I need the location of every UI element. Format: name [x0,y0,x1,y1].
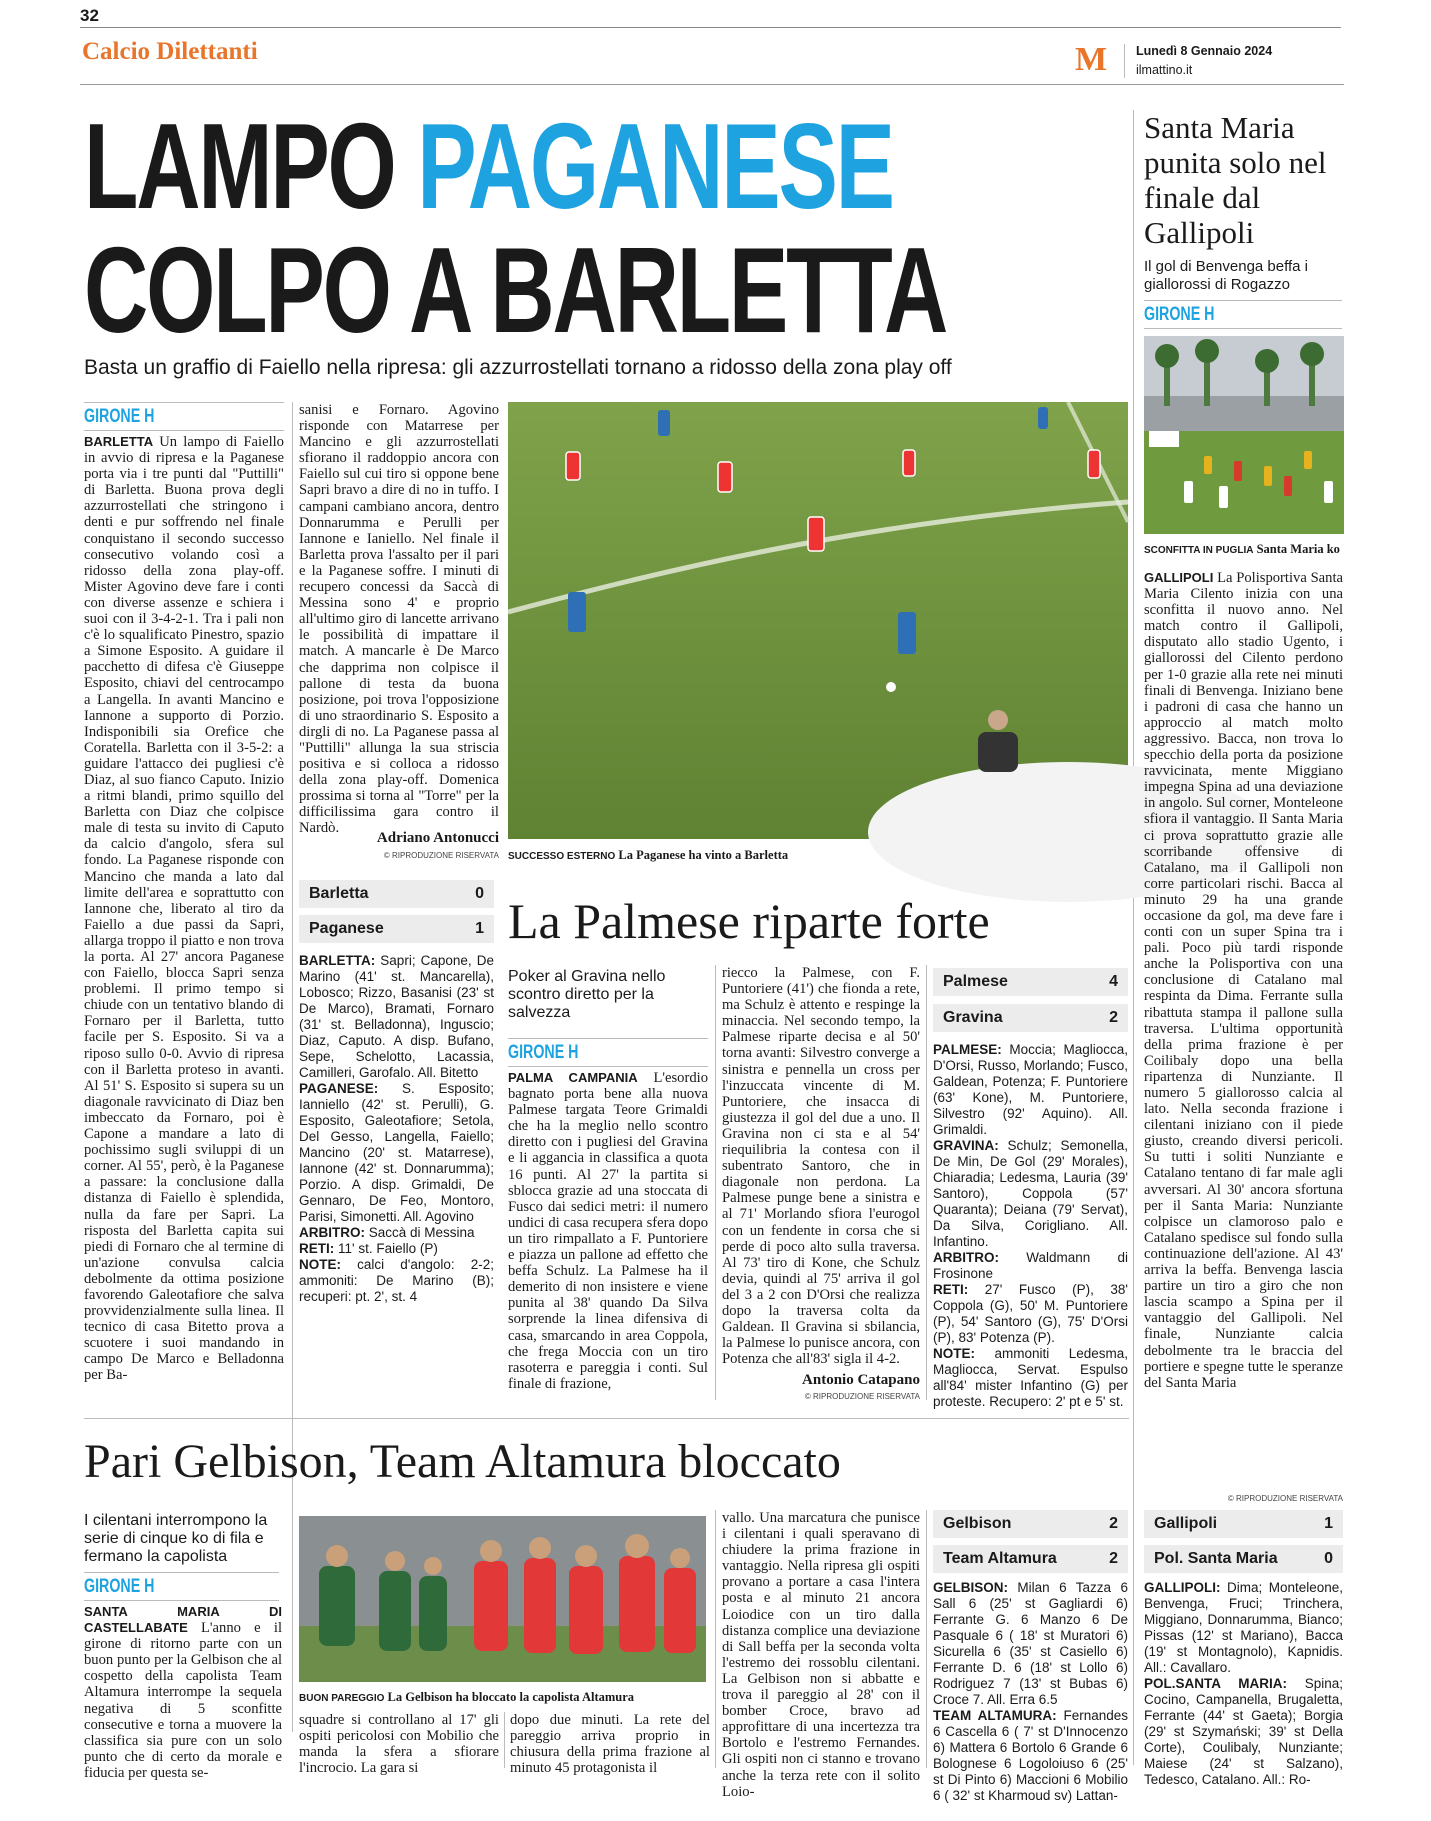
sidebar-separator [1133,110,1134,1765]
gelbison-column-2: squadre si controllano al 17' gli ospiti pericolosi con Mobilio che manda la sfera a sfiorare l'incrocio. La gara si [299,1712,499,1777]
gelbison-headline: Pari Gelbison, Team Altamura bloccato [84,1435,841,1488]
sidebar-photo [1144,336,1344,534]
tag-rule [84,430,284,431]
score-row: Palmese 4 [933,968,1128,996]
match-photo-illustration [508,402,1128,839]
palmese-headline: La Palmese riparte forte [508,893,990,949]
column-separator [292,402,293,1732]
website-link[interactable]: ilmattino.it [1136,63,1193,77]
tag-rule [508,1066,708,1067]
headline-line2: COLPO A BARLETTA [84,222,947,358]
newspaper-logo: M [1075,41,1108,78]
lineups: PALMESE: Moccia; Magliocca, D'Orsi, Russo, Morlando; Fusco, Galdean, Potenza; F. Puntoriere (63' Kone), M. Puntoriere, Silvestro (92' Aquino). All. Grimaldi. GRAVINA: Schulz; Semonella, De Min, De Gol (29' Morales), Chiaradia; Ledesma, Lauria (39' Santoro), Coppola (57' Quaranta); Deiana (79' Servat), Da Silva, Corigliano. All. Infantino. ARBITRO: Waldmann di Frosinone RETI: 27' Fusco (P), 38' Coppola (G), 50' M. Puntoriere (P), 54' Santoro (G), 75' D'Orsi (P), 83' Potenza (P). NOTE: ammoniti Ledesma, Magliocca, Servat. Espulso all'84' mister Infantino (G) per proteste. Recupero: 2' pt e 5' st. [933,1042,1128,1409]
match-photo [508,402,1128,839]
score-row: Pol. Santa Maria 0 [1144,1545,1343,1573]
author: Antonio Catapano [802,1372,920,1388]
dateline: BARLETTA [84,434,154,449]
main-headline [84,98,947,358]
score-row: Gallipoli 1 [1144,1510,1343,1538]
copyright: © RIPRODUZIONE RISERVATA [1144,1494,1343,1503]
sidebar-photo-illustration [1144,336,1344,534]
headline-part1: LAMPO [84,98,418,234]
tag-rule [84,1572,279,1573]
score-row: Gravina 2 [933,1004,1128,1032]
lineups: GELBISON: Milan 6 Tazza 6 Sall 6 (25' st Gagliardi 6) Ferrante G. 6 Manzo 6 De Pasquale 6 ( 18' st Muratori 6) Sicurella 6 (35' st Casiello 6) Ferrante D. 6 (18' st Lollo 6) Rodriguez 7 (13' st Bubas 6) Croce 7. All. Erra 6.5 TEAM ALTAMURA: Fernandes 6 Cascella 6 ( 7' st D'Innocenzo 6) Mattera 6 Bortolo 6 Grande 6 Bolognese 6 Logoloiuso 6 (25' st Di Pinto 6) Maccioni 6 Mobilio 6 ( 32' st Kharmoud sv) Lattan- [933,1580,1128,1803]
column-separator [715,965,716,1400]
gelbison-column-4: vallo. Una marcatura che punisce i cilentani i quali speravano di chiudere la prima frazione in vantaggio. Nella ripresa gli ospiti provano a portare a casa l'intera posta e al minuto 21 ancora Loiodice con un tiro dalla distanza complice una deviazione di Sall beffa per la seconda volta l'estremo dei rossoblu cilentani. La Gelbison non si abbatte e trova il pareggio al 28' con il bomber Croce, bravo ad approfittare di una incertezza tra Bortolo e l'estremo Fernandes. Gli ospiti non ci stanno e trovano anche la terza rete con il solito Loio- [722,1510,920,1800]
column-separator [926,1510,927,1768]
lineups: GALLIPOLI: Dima; Monteleone, Benvenga, Fruci; Trinchera, Miggiano, Donnarumma, Bianco; Pissas (12' st Mariano), Bacca (19' st Montagnolo), Kapnidis. All.: Cavallaro. POL.SANTA MARIA: Spina; Cocino, Campanella, Brugaletta, Ferrante (44' st Gaeta); Borgia (29' st Szymański; 39' st Della Corte), Coulibaly, Nunziante; Maiese (24' st Salzano), Tedesco, Catalano. All.: Ro- [1144,1580,1343,1787]
lineups: BARLETTA: Sapri; Capone, De Marino (41' st. Mancarella), Lobosco; Rizzo, Basanisi (23' st De Marco), Bramati, Fornaro (31' st. Belladonna), Inguscio; Diaz, Caputo. A disp. Bufano, Sepe, Schelotto, Lacassia, Camilleri, Garofalo. All. Bitetto PAGANESE: S. Esposito; Ianniello (42' st. Perulli), G. Esposito, Galeotafiore; Setola, Del Gesso, Langella, Faiello; Mancino (20' st. Matarrese), Iannone (42' st. Donnarumma); Porzio. A disp. Grimaldi, De Gennaro, De Feo, Montoro, Parisi, Simonetti. All. Agovino ARBITRO: Saccà di Messina RETI: 11' st. Faiello (P) NOTE: calci d'angolo: 2-2; ammoniti: De Marino (B); recuperi: pt. 2', st. 4 [299,953,494,1304]
column-separator [715,1510,716,1768]
tag-rule [84,1600,279,1601]
sidebar-article-text: GALLIPOLI La Polisportiva Santa Maria Cilento inizia con una sconfitta il nuovo anno. Nel match contro il Gallipoli, disputato allo stadio Ugento, i giallorossi del Cilento perdono per 1-0 grazie alla rete nei minuti finali di Benvenga. Iniziano bene i padroni di casa che hanno un approccio al match molto aggressivo. Bacca, non trova lo specchio della porta da posizione ravvicinata, mente Miggiano impegna Spina ad una deviazione in angolo. Sul corner, Monteleone sfiora il vantaggio. Il Santa Maria ci prova soprattutto grazie alle scorribande offensive di Catalano, ma il Gallipoli non corre particolari rischi. Bacca al minuto 29 ha una grande occasione da gol, ma deve fare i conti con un super Spina tra i pali. Poco più tardi risponde anche la Polisportiva con una conclusione di Catalano mal respinta da Dima. Ferrante sulla ribattuta stampa il pallone sulla traversa. L'ultima opportunità della prima frazione è per Coilibaly dopo una bella ripartenza di Nunziante. Il numero 5 giallorosso calcia al lato. Nella seconda frazione i cilentani iniziano con il piede giusto, creando diversi pericoli. Su tutti i soliti Nunziante e Catalano tentano di far male agli avversari. Al 30' ancora sfortuna per il Santa Maria: Nunziante colpisce un clamoroso palo e Catalano spedisce sul fondo sulla continuazione dell'azione. Al 43' arriva la beffa. Benvenga lascia partire un tiro a giro che non lascia scampo a Spina per il vantaggio del Gallipoli. Nel finale, Nunziante calcia debolmente tra le braccia del portiere e spegne tutte le speranze del Santa Maria [1144,570,1343,1391]
scoreboard [299,880,494,943]
copyright: © RIPRODUZIONE RISERVATA [804,1392,920,1401]
photo-caption: BUON PAREGGIO La Gelbison ha bloccato la capolista Altamura [299,1690,635,1704]
score-row: Gelbison 2 [933,1510,1128,1538]
scoreboard [1144,1510,1343,1573]
page-number: 32 [80,6,99,25]
gelbison-photo-illustration [299,1516,706,1682]
girone-tag: GIRONE H [1144,304,1215,325]
section-rule [84,1418,1129,1419]
headline-highlight: PAGANESE [417,98,893,234]
copyright: © RIPRODUZIONE RISERVATA [383,851,499,860]
issue-date: Lunedì 8 Gennaio 2024 [1136,44,1273,58]
column-separator [504,1712,505,1768]
girone-tag: GIRONE H [84,406,155,427]
gelbison-subheadline: I cilentani interrompono la serie di cinque ko di fila e fermano la capolista [84,1512,268,1565]
palmese-column-1: PALMA CAMPANIA L'esordio bagnato porta bene alla nuova Palmese targata Teore Grimaldi che ha la meglio nello scontro diretto con i pugliesi del Gravina e li aggancia in classifica a quota 16 punti. Al 27' la partita si sblocca grazie ad una stoccata di Fusco dai sedici metri: il numero undici di casa recupera sfera dopo un tiro rimpallato a F. Puntoriere e piazza un pallone ad effetto che beffa Schulz. La Palmese ha il demerito di non insistere e viene punita al 38' quando Da Silva sorprende la linea difensiva di casa, smarcando in area Coppola, che frega Moccia con un tiro rasoterra e pareggia i conti. Sul finale di frazione, [508,1070,708,1392]
gelbison-column-3: dopo due minuti. La rete del pareggio arriva proprio in chiusura della prima frazione al minuto 45 protagonista il [510,1712,710,1777]
tag-rule [1144,328,1342,329]
scoreboard [933,1510,1128,1573]
tag-rule [84,402,284,403]
palmese-column-2: riecco la Palmese, con F. Puntoriere (41') che fionda a rete, ma Schulz è attento e respinge la minaccia. Nel secondo tempo, la Palmese riparte decisa e al 50' torna avanti: Silvestro converge a sinistra e pennella un cross per l'inzuccata vincente di M. Puntoriere, che insacca di giustezza il gol del due a uno. Il Gravina non ci sta e al 54' riequilibria la contesa con il subentrato Santoro, che in diagonale non perdona. La Palmese punge bene a sinistra e al 71' Morlando sfiora l'eurogol con un fendente in corsa che si perde di poco alto sulla traversa. Al 73' tiro di Kone, che Schulz devia, quindi al 75' arriva il gol del 3 a 2 con D'Orsi che realizza dopo la traversa colta da Galdean. Il Gravina si sbilancia, la Palmese lo punisce ancora, con Potenza che all'83' sigla il 4-2. [722,965,920,1368]
score-row: Paganese 1 [299,915,494,943]
section-title: Calcio Dilettanti [82,38,258,65]
sidebar-headline: Santa Maria punita solo nel finale dal Gallipoli [1144,110,1327,250]
girone-tag: GIRONE H [508,1042,579,1063]
score-row: Team Altamura 2 [933,1545,1128,1573]
photo-caption: SUCCESSO ESTERNO La Paganese ha vinto a Barletta [508,848,789,862]
girone-tag: GIRONE H [84,1576,155,1597]
tag-rule [1144,300,1342,301]
header-separator [1124,44,1125,78]
top-rule [80,27,1341,28]
header-rule [80,84,1344,85]
score-row: Barletta 0 [299,880,494,908]
article-text: Un lampo di Faiello in avvio di ripresa e la Paganese porta via i tre punti dal "Puttilli" di Barletta. Buona prova degli azzurrostellati che stringono i denti e pur soffrendo nel finale conquistano il secondo successo consecutivo volando così a ridosso della zona play-off. Mister Agovino deve fare i conti con diverse assenze e schiera i suoi con il 3-4-2-1. Tra i pali non c'è lo squalificato Pinestro, spazio a Simone Esposito. A guidare il pacchetto di difesa c'è Giuseppe Esposito, chiavi del centrocampo a Langella. In avanti Mancino e Iannone a supporto di Porzio. Indisponibili sia Orefice che Coratella. Barletta con il 3-5-2: a guidare l'attacco dei pugliesi c'è Diaz, al suo fianco Caputo. Inizio a ritmi blandi, primo squillo del Barletta con Diaz che colpisce male di testa su invito di Caputo da calcio d'angolo, sfera sul fondo. La Paganese risponde con Mancino che manda a lato dal limite dell'area e soprattutto con Iannone che, liberato al tiro da Faiello a due passi da Sapri, allarga troppo il piatto e non trova la porta. Al 27' ancora Paganese con Faiello, blocca Sapri senza problemi. Il primo tempo si chiude con un tentativo blando di Fornaro per il Barletta, tutto facile per S. Esposito. Si va a riposo sullo 0-0. Avvio di ripresa con il Barletta proteso in avanti. Al 51' S. Esposito si supera su un diagonale ravvicinato di Diaz ben imbeccato da Fornaro, poi è Capone a mandare a lato di pochissimo sugli sviluppi di un corner. Al 55', però, è la Paganese a passare: la conclusione dalla distanza di Faiello è splendida, nulla da fare per Sapri. La risposta del Barletta capita sui piedi di Fornaro che al termine di un'azione convulsa calcia debolmente da ottima posizione favorendo Galeotafiore che salva provvidenzialmente sulla linea. Il tecnico di casa Bitetto prova a scuotere i suoi mandando in campo De Marco e Belladonna per Ba- [84,434,284,1384]
article-column-2: sanisi e Fornaro. Agovino risponde con Matarrese per Mancino e gli azzurrostellati sfiorano il raddoppio ancora con Faiello sul cui tiro si oppone bene Sapri bravo a dire di no in tuffo. I campani cambiano ancora, dentro Donnarumma e Perulli per Iannone e Ianiello. Nel finale il Barletta prova l'assalto per il pari e la Paganese soffre. I minuti di recupero concessi da Saccà di Messina sono 4' e proprio all'ultimo giro di lancette arrivano le possibilità di impattare il match. A mancarle è De Marco che dapprima non colpisce il pallone di testa da buona posizione, poi trova l'opposizione di uno straordinario S. Esposito a dirgli di no. La Paganese passa al "Puttilli" allunga la sua striscia positiva e si colloca a ridosso della zona play-off. Domenica prossima si torna al "Torre" per la difficilissima gara contro il Nardò. [299,402,499,837]
gelbison-column-1: SANTA MARIA DI CASTELLABATE L'anno e il girone di ritorno parte con un buon punto per la Gelbison che al cospetto della capolista Team Altamura interrompe la sequela negativa di 5 sconfitte consecutive e torna a muovere la classifica sia pure con un solo punto che di certo da morale e fiducia per questa se- [84,1604,282,1781]
photo-caption: SCONFITTA IN PUGLIA Santa Maria ko [1144,542,1340,556]
sidebar-subheadline: Il gol di Benvenga beffa i giallorossi di Rogazzo [1144,258,1309,293]
palmese-subheadline: Poker al Gravina nello scontro diretto per la salvezza [508,968,666,1021]
tag-rule [508,1038,708,1039]
gelbison-photo [299,1516,706,1682]
column-separator [926,965,927,1400]
main-subheadline: Basta un graffio di Faiello nella ripresa: gli azzurrostellati tornano a ridosso della zona play off [84,356,952,379]
scoreboard [933,968,1128,1032]
author: Adriano Antonucci [376,830,499,846]
